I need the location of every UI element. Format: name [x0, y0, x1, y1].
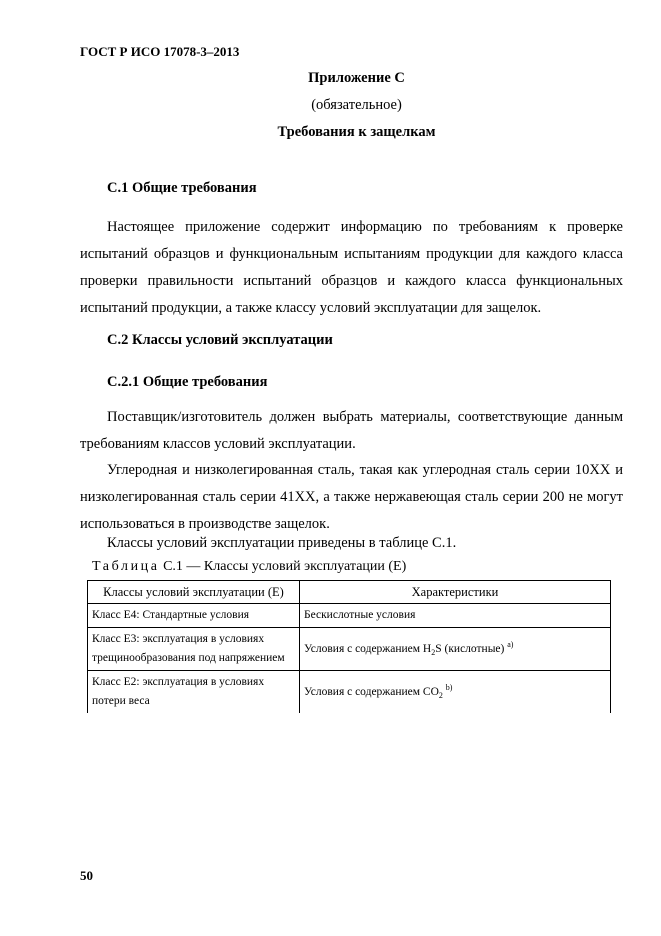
table-row [88, 671, 611, 714]
section-c1-heading: С.1 Общие требования [107, 180, 257, 196]
subscript: 2 [438, 691, 443, 701]
table-caption [92, 559, 406, 575]
section-c21-paragraph-2: Углеродная и низколегированная сталь, такая как углеродная сталь серии 10ХХ и низколегированная сталь серии 41ХХ, а также нержавеющая сталь серии 200 не могут использоваться в производстве защелок. [80, 462, 623, 532]
table-row [88, 604, 611, 628]
footnote-marker: b) [445, 683, 453, 693]
table-cell-class: Класс Е3: эксплуатация в условиях трещинообразования под напряжением [88, 628, 300, 671]
section-c21-heading: С.2.1 Общие требования [107, 374, 268, 390]
section-c21-paragraph-1: Поставщик/изготовитель должен выбрать материалы, соответствующие данным требованиям классов условий эксплуатации. [80, 409, 623, 452]
appendix-title: Приложение С [308, 70, 405, 86]
table-cell-characteristics [300, 671, 611, 714]
subscript: 2 [431, 648, 436, 658]
service-classes-table [87, 580, 611, 713]
characteristics-text-cont: S (кислотные) [435, 643, 508, 656]
table-cell-class: Класс Е4: Стандартные условия [88, 604, 300, 628]
document-code: ГОСТ Р ИСО 17078-3–2013 [80, 44, 240, 59]
section-c1-paragraph: Настоящее приложение содержит информацию по требованиям к проверке испытаний образцов и функциональным испытаниям продукции для каждого класса проверки правильности испытаний образцов и каждого класса функциональных испытаний продукции, а также классу условий эксплуатации для защелок. [80, 219, 623, 316]
page-number: 50 [80, 868, 93, 883]
characteristics-text: Условия с содержанием СО [304, 686, 439, 699]
table-cell-class: Класс Е2: эксплуатация в условиях потери веса [88, 671, 300, 714]
table-cell-characteristics [300, 628, 611, 671]
table-header-class: Классы условий эксплуатации (Е) [88, 581, 300, 604]
characteristics-text: Бескислотные условия [304, 609, 416, 621]
section-c21-paragraph-3: Классы условий эксплуатации приведены в таблице С.1. [107, 535, 457, 551]
table-cell-characteristics [300, 604, 611, 628]
table-row [88, 628, 611, 671]
appendix-name: Требования к защелкам [277, 124, 436, 140]
table-header-row [88, 581, 611, 604]
table-caption-label: Таблица [92, 559, 160, 574]
appendix-status: (обязательное) [311, 97, 402, 113]
table-caption-text: С.1 — Классы условий эксплуатации (Е) [159, 559, 407, 574]
footnote-marker: а) [507, 640, 514, 650]
section-c2-heading: С.2 Классы условий эксплуатации [107, 332, 333, 348]
table-header-characteristics: Характеристики [300, 581, 611, 604]
characteristics-text: Условия с содержанием Н [304, 643, 432, 656]
